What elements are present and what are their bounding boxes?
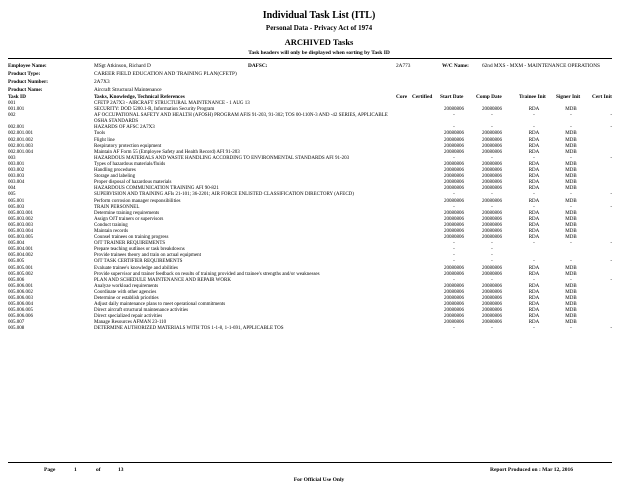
task-description: OJT TRAINER REQUIREMENTS: [94, 241, 166, 247]
task-description: Direct aircraft structural maintenance activities: [94, 308, 189, 314]
col-trainee-init: Trainee Init: [519, 94, 546, 100]
task-description: Analyze workload requirements: [94, 283, 159, 289]
comp-date: 20080806: [482, 283, 502, 289]
task-id: 005.004.001: [8, 247, 33, 253]
signer-init: MDB: [565, 283, 577, 289]
comp-date: -: [491, 259, 493, 265]
task-id: 005.008: [8, 326, 25, 332]
start-date: 20080806: [444, 222, 464, 228]
comp-date: 20080806: [482, 131, 502, 137]
task-description: OJT TASK CERTIFIER REQUIREMENTS: [94, 259, 183, 265]
trainee-init: RDA: [528, 174, 540, 180]
start-date: 20080806: [444, 302, 464, 308]
official-use-notice: For Official Use Only: [293, 477, 345, 483]
signer-init: -: [570, 192, 572, 198]
signer-init: MDB: [565, 308, 577, 314]
start-date: 20080806: [444, 131, 464, 137]
col-signer-init: Signer Init: [556, 94, 581, 100]
start-date: 20080806: [444, 235, 464, 241]
comp-date: 20080806: [482, 137, 502, 143]
task-id: 005.003.004: [8, 228, 33, 234]
task-description: Maintain records: [94, 228, 129, 234]
signer-init: -: [570, 241, 572, 247]
signer-init: MDB: [565, 314, 577, 320]
start-date: 20080806: [444, 228, 464, 234]
task-id: 005.003.002: [8, 216, 33, 222]
task-id: 005.006.005: [8, 308, 33, 314]
start-date: -: [453, 253, 455, 259]
signer-init: MDB: [565, 320, 577, 326]
task-id: 005.003.003: [8, 222, 33, 228]
signer-init: MDB: [565, 296, 577, 301]
trainee-init: RDA: [528, 302, 540, 308]
trainee-init: -: [533, 326, 535, 332]
start-date: 20080806: [444, 174, 464, 180]
task-description: TRAIN PERSONNEL: [94, 204, 140, 210]
table-row: [8, 113, 612, 125]
employee-value: MSgt Atkinson, Richard D: [94, 63, 151, 69]
comp-date: -: [491, 204, 493, 210]
task-description: Direct specialized repair activities: [94, 314, 163, 320]
start-date: 20080806: [444, 289, 464, 295]
col-task: Tasks, Knowledge, Technical References: [94, 94, 185, 100]
signer-init: -: [570, 259, 572, 265]
task-description: SUPERVISION AND TRAINING AFIs 21-101; 36-2201; AIR FORCE ENLISTED CLASSIFICATION DIRECTORY (AFECD): [94, 192, 354, 198]
trainee-init: RDA: [528, 314, 540, 320]
product-number-line: [8, 79, 612, 87]
task-id: 005.006.006: [8, 314, 33, 320]
trainee-init: RDA: [528, 198, 540, 204]
signer-init: MDB: [565, 302, 577, 308]
task-description: Maintain AF Form 55 (Employee Safety and Health Record) AFI 91-203: [94, 149, 240, 155]
start-date: 20080806: [444, 216, 464, 222]
signer-init: MDB: [565, 271, 577, 277]
signer-init: MDB: [565, 222, 577, 228]
trainee-init: -: [533, 155, 535, 161]
product-type-label: Product Type:: [8, 71, 41, 77]
comp-date: 20080806: [482, 222, 502, 228]
trainee-init: RDA: [528, 265, 540, 271]
comp-date: 20080806: [482, 314, 502, 320]
start-date: 20080806: [444, 308, 464, 314]
comp-date: 20080806: [482, 143, 502, 149]
start-date: -: [453, 259, 455, 265]
task-description: Respiratory protection equipment: [94, 143, 162, 149]
task-id: 005.003: [8, 204, 25, 210]
task-id: 005.006.003: [8, 296, 33, 301]
start-date: 20080806: [444, 149, 464, 155]
start-date: -: [453, 326, 455, 332]
task-id: 005.003.005: [8, 235, 33, 241]
comp-date: 20080806: [482, 210, 502, 216]
signer-init: -: [570, 277, 572, 283]
comp-date: 20080806: [482, 161, 502, 167]
start-date: 20080806: [444, 271, 464, 277]
comp-date: -: [491, 241, 493, 247]
comp-date: 20080806: [482, 296, 502, 301]
comp-date: 20080806: [482, 174, 502, 180]
start-date: 20080806: [444, 168, 464, 174]
table-row: [8, 326, 612, 332]
comp-date: 20080806: [482, 198, 502, 204]
signer-init: -: [570, 204, 572, 210]
trainee-init: RDA: [528, 308, 540, 314]
trainee-init: RDA: [528, 143, 540, 149]
signer-init: -: [570, 113, 572, 119]
task-description: HAZARDOUS MATERIALS AND WASTE HANDLING ACCORDING TO ENVIRONMENTAL STANDARDS AFI 91-203: [94, 155, 350, 161]
comp-date: -: [491, 253, 493, 259]
product-type-line: [8, 71, 612, 79]
comp-date: -: [491, 277, 493, 283]
page-total: 13: [118, 467, 124, 473]
start-date: -: [453, 247, 455, 253]
task-id: 001.001: [8, 107, 25, 113]
task-id: 005.006.001: [8, 283, 33, 289]
cert-init: -: [610, 259, 612, 265]
col-cert-init: Cert Init: [592, 94, 612, 100]
start-date: 20080806: [444, 296, 464, 301]
start-date: 20080806: [444, 143, 464, 149]
trainee-init: RDA: [528, 228, 540, 234]
task-description: Perform corrosion manager responsibilities: [94, 198, 181, 204]
start-date: -: [453, 192, 455, 198]
trainee-init: RDA: [528, 296, 540, 301]
comp-date: 20080806: [482, 265, 502, 271]
task-id: 002.001.001: [8, 131, 33, 137]
of-label: of: [96, 467, 101, 473]
signer-init: -: [570, 155, 572, 161]
comp-date: -: [491, 326, 493, 332]
product-type-value: CAREER FIELD EDUCATION AND TRAINING PLAN(CFETP): [94, 71, 237, 77]
task-id: 003: [8, 155, 16, 161]
comp-date: 20080806: [482, 289, 502, 295]
trainee-init: -: [533, 125, 535, 131]
report-produced: Report Produced on : Mar 12, 2016: [490, 467, 574, 473]
col-comp-date: Comp Date: [476, 94, 502, 100]
signer-init: MDB: [565, 198, 577, 204]
task-id: 002.001: [8, 125, 25, 131]
comp-date: 20080806: [482, 180, 502, 186]
task-id: 005.001: [8, 198, 25, 204]
start-date: -: [453, 113, 455, 119]
task-id: 003.001: [8, 161, 25, 167]
trainee-init: RDA: [528, 271, 540, 277]
task-description: HAZARDOUS COMMUNICATION TRAINING AFI 90-821: [94, 186, 219, 192]
trainee-init: -: [533, 113, 535, 119]
task-description: Handling procedures: [94, 168, 136, 174]
task-description: Evaluate trainee's knowledge and abilities: [94, 265, 178, 271]
trainee-init: RDA: [528, 222, 540, 228]
trainee-init: RDA: [528, 180, 540, 186]
trainee-init: RDA: [528, 289, 540, 295]
comp-date: 20080806: [482, 216, 502, 222]
comp-date: 20080806: [482, 228, 502, 234]
report-title: Individual Task List (ITL): [262, 10, 376, 21]
page-label: Page: [44, 467, 56, 473]
start-date: 20080806: [444, 186, 464, 192]
start-date: 20080806: [444, 198, 464, 204]
task-description: Prepare teaching outlines or task breakdowns: [94, 247, 185, 253]
task-description: Determine or establish priorities: [94, 296, 159, 301]
task-id: 005.006: [8, 277, 25, 283]
comp-date: 20080806: [482, 186, 502, 192]
start-date: -: [453, 204, 455, 210]
task-description: Counsel trainees on training progress: [94, 235, 169, 241]
cert-init: -: [610, 113, 612, 119]
comp-date: 20080806: [482, 235, 502, 241]
comp-date: -: [491, 113, 493, 119]
cert-init: -: [610, 155, 612, 161]
signer-init: MDB: [565, 216, 577, 222]
start-date: 20080806: [444, 107, 464, 113]
privacy-subtitle: Personal Data - Privacy Act of 1974: [265, 24, 373, 32]
dafsc-label: DAFSC:: [248, 63, 268, 69]
task-description: Conduct training: [94, 222, 128, 228]
task-id: 003.003: [8, 174, 25, 180]
trainee-init: RDA: [528, 210, 540, 216]
signer-init: MDB: [565, 180, 577, 186]
signer-init: MDB: [565, 228, 577, 234]
task-description: PLAN AND SCHEDULE MAINTENANCE AND REPAIR WORK: [94, 277, 231, 283]
archived-title: ARCHIVED Tasks: [284, 37, 354, 47]
task-id: 005.006.004: [8, 302, 33, 308]
task-id: 003.002: [8, 168, 25, 174]
trainee-init: RDA: [528, 283, 540, 289]
signer-init: MDB: [565, 235, 577, 241]
task-description: Determine training requirements: [94, 210, 160, 216]
employee-line: [8, 63, 612, 71]
sort-note: Task headers will only be displayed when sorting by Task ID: [248, 50, 390, 56]
start-date: 20080806: [444, 137, 464, 143]
start-date: -: [453, 125, 455, 131]
task-description: Coordinate with other agencies: [94, 289, 157, 295]
task-description: Assign OJT trainers or supervisors: [94, 216, 164, 222]
signer-init: MDB: [565, 131, 577, 137]
comp-date: 20080806: [482, 308, 502, 314]
trainee-init: RDA: [528, 216, 540, 222]
signer-init: -: [570, 125, 572, 131]
comp-date: -: [491, 247, 493, 253]
start-date: -: [453, 241, 455, 247]
wc-label: W/C Name:: [442, 63, 469, 69]
employee-label: Employee Name:: [8, 63, 47, 69]
task-description: SECURITY: DOD 5200.1-R, Information Security Program: [94, 107, 215, 113]
task-table: [8, 101, 612, 333]
comp-date: 20080806: [482, 302, 502, 308]
task-description: Adjust daily maintenance plans to meet operational commitments: [94, 302, 226, 308]
start-date: 20080806: [444, 180, 464, 186]
task-id: 005.004.002: [8, 253, 33, 259]
task-id: 005.005.002: [8, 271, 33, 277]
trainee-init: -: [533, 241, 535, 247]
comp-date: -: [491, 155, 493, 161]
task-description: Provide trainees theory and train on actual equipment: [94, 253, 202, 259]
task-description: Tools: [94, 131, 106, 137]
signer-init: -: [570, 326, 572, 332]
cert-init: -: [610, 326, 612, 332]
signer-init: MDB: [565, 174, 577, 180]
col-start-date: Start Date: [440, 94, 464, 100]
comp-date: 20080806: [482, 271, 502, 277]
start-date: 20080806: [444, 283, 464, 289]
task-id: 005.007: [8, 320, 25, 326]
comp-date: 20080806: [482, 320, 502, 326]
task-id: 002: [8, 113, 16, 119]
col-core: Core: [396, 94, 408, 100]
task-description: HAZARDS OF AFSC 2A7X3: [94, 125, 155, 131]
task-id: 005.003.001: [8, 210, 33, 216]
start-date: 20080806: [444, 314, 464, 320]
cert-init: -: [610, 204, 612, 210]
start-date: -: [453, 277, 455, 283]
signer-init: MDB: [565, 289, 577, 295]
signer-init: MDB: [565, 149, 577, 155]
cert-init: -: [610, 277, 612, 283]
task-id: 002.001.002: [8, 137, 33, 143]
trainee-init: -: [533, 277, 535, 283]
col-task-id: Task ID: [8, 94, 26, 100]
task-id: 005.006.002: [8, 289, 33, 295]
product-number-value: 2A7X3: [94, 79, 110, 85]
trainee-init: RDA: [528, 186, 540, 192]
cert-init: -: [610, 192, 612, 198]
task-description: CFETP 2A7X3 - AIRCRAFT STRUCTURAL MAINTENANCE - 1 AUG 13: [94, 101, 250, 106]
start-date: -: [453, 155, 455, 161]
cert-init: -: [610, 241, 612, 247]
task-description: Proper disposal of hazardous materials: [94, 180, 172, 186]
trainee-init: RDA: [528, 137, 540, 143]
trainee-init: RDA: [528, 107, 540, 113]
cert-init: -: [610, 125, 612, 131]
trainee-init: RDA: [528, 149, 540, 155]
start-date: 20080806: [444, 161, 464, 167]
comp-date: 20080806: [482, 107, 502, 113]
comp-date: 20080806: [482, 168, 502, 174]
task-id: 004: [8, 186, 16, 192]
task-id: 003.004: [8, 180, 25, 186]
start-date: 20080806: [444, 320, 464, 326]
comp-date: 20080806: [482, 149, 502, 155]
signer-init: MDB: [565, 265, 577, 271]
trainee-init: -: [533, 204, 535, 210]
footer-divider: [8, 462, 612, 463]
product-name-label: Product Name:: [8, 87, 43, 93]
trainee-init: RDA: [528, 161, 540, 167]
trainee-init: -: [533, 192, 535, 198]
wc-value: 62nd MXS - MXM - MAINTENANCE OPERATIONS: [482, 63, 601, 69]
task-id: 002.001.003: [8, 143, 33, 149]
task-description: Storage and labeling: [94, 174, 136, 180]
comp-date: -: [491, 192, 493, 198]
task-description: Manage Resources AFMAN 23-110: [94, 320, 167, 326]
comp-date: -: [491, 125, 493, 131]
task-description: Flight line: [94, 137, 115, 143]
start-date: 20080806: [444, 210, 464, 216]
task-id: 005.005.001: [8, 265, 33, 271]
task-id: 005.005: [8, 259, 25, 265]
task-id: 001: [8, 101, 16, 106]
product-number-label: Product Number:: [8, 79, 49, 85]
dafsc-value: 2A773: [396, 63, 411, 69]
signer-init: MDB: [565, 143, 577, 149]
task-description: Types of hazardous materials/fluids: [94, 161, 166, 167]
signer-init: MDB: [565, 210, 577, 216]
task-id: 002.001.004: [8, 149, 33, 155]
trainee-init: RDA: [528, 168, 540, 174]
task-id: 005.004: [8, 241, 25, 247]
product-name-value: Aircraft Structural Maintenance: [94, 87, 162, 93]
page-number: 1: [74, 467, 77, 473]
header-divider: [8, 58, 612, 59]
signer-init: MDB: [565, 186, 577, 192]
signer-init: MDB: [565, 107, 577, 113]
task-id: 005: [8, 192, 16, 198]
task-description: Provide supervisor and trainer feedback on results of training provided and trainee's strengths and/or weaknesses: [94, 271, 320, 277]
col-certified: Certified: [412, 94, 433, 100]
signer-init: MDB: [565, 137, 577, 143]
trainee-init: RDA: [528, 235, 540, 241]
start-date: 20080806: [444, 265, 464, 271]
trainee-init: -: [533, 259, 535, 265]
signer-init: MDB: [565, 168, 577, 174]
task-description: DETERMINE AUTHORIZED MATERIALS WITH TOS 1-1-8, 1-1-691, APPLICABLE TOS: [94, 326, 284, 332]
trainee-init: RDA: [528, 131, 540, 137]
task-description: AF OCCUPATIONAL SAFETY AND HEALTH (AFOSH) PROGRAM AFIS 91-203, 91-302; TOS 00-110N-3 AND -42 SERIES, APPLICABLE OSHA STANDARDS: [94, 113, 388, 125]
signer-init: MDB: [565, 161, 577, 167]
trainee-init: RDA: [528, 320, 540, 326]
